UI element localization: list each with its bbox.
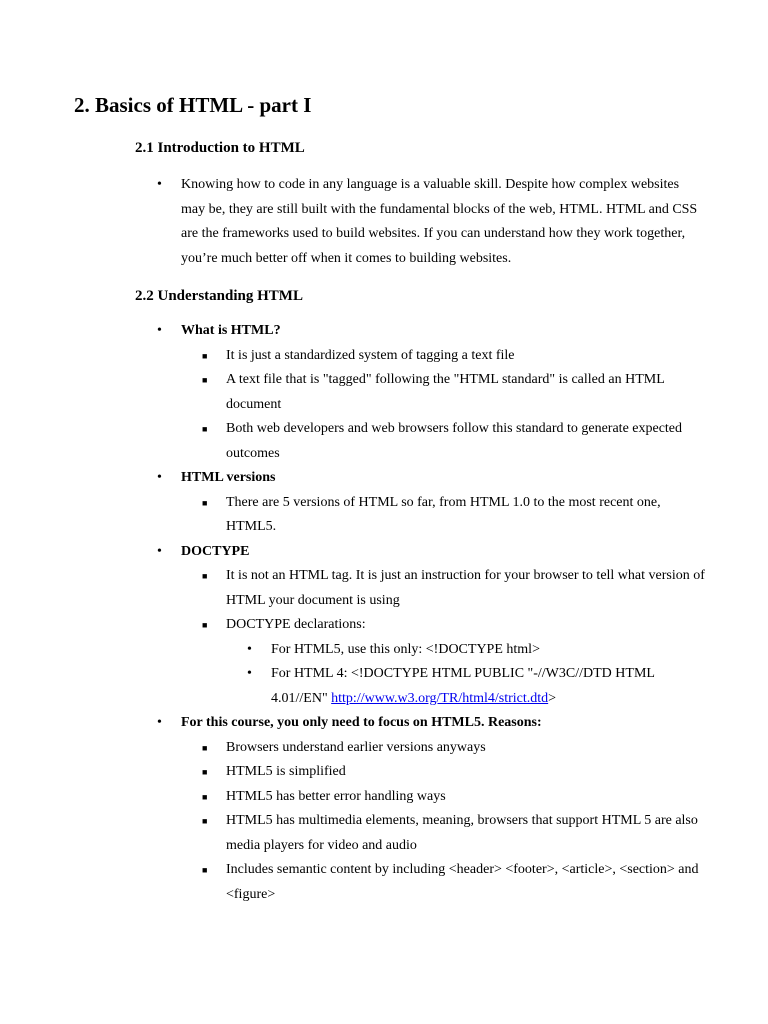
list-item [0,417,768,466]
list-item-text: A text file that is "tagged" following the "HTML standard" is called an HTML document [226,372,665,412]
list-label: What is HTML? [181,323,281,338]
list-item [0,736,768,761]
list-item-text: DOCTYPE declarations: [226,617,366,632]
bullet-icon: • [157,177,162,192]
list-item [0,638,768,663]
square-bullet-icon: ■ [202,865,208,875]
list-item-text: For HTML5, use this only: <!DOCTYPE html> [271,641,540,657]
doctype-html4-text: For HTML 4: <!DOCTYPE HTML PUBLIC "-//W3C//DTD HTML 4.01//EN" [271,666,655,706]
square-bullet-icon: ■ [202,620,208,630]
list-item [0,760,768,785]
square-bullet-icon: ■ [202,424,208,434]
list-item-text: HTML5 has better error handling ways [226,788,446,804]
section-understanding-body [0,319,768,907]
list-item-what-is-html [0,319,768,344]
list-item [0,858,768,907]
list-item [0,785,768,810]
square-bullet-icon: ■ [202,767,208,777]
bullet-icon: • [157,715,162,730]
bullet-icon: • [157,543,162,559]
list-item [0,662,768,711]
list-item [0,564,768,613]
list-item [0,613,768,638]
bullet-icon: • [157,323,162,338]
bullet-icon: • [157,470,162,485]
intro-paragraph: Knowing how to code in any language is a valuable skill. Despite how complex websites may be, they are still built with the fundamental blocks of the web, HTML. HTML and CSS are the frameworks used to build websites. If you can understand how they work together, you’re much better off when it comes to building websites. [181,177,698,266]
list-item [0,809,768,858]
list-item-text: Browsers understand earlier versions anyways [226,739,486,755]
square-bullet-icon: ■ [202,571,208,581]
doctype-html4-suffix: > [548,690,557,706]
list-item-text: There are 5 versions of HTML so far, from HTML 1.0 to the most recent one, HTML5. [226,494,661,534]
list-item [0,491,768,540]
square-bullet-icon: ■ [202,791,208,802]
list-item-text: HTML5 is simplified [226,764,346,779]
section-introduction-body [0,173,768,271]
bullet-icon: • [247,641,252,657]
square-bullet-icon: ■ [202,350,208,361]
square-bullet-icon: ■ [202,816,208,826]
list-item-text: It is not an HTML tag. It is just an instruction for your browser to tell what version of HTML your document is using [226,568,705,608]
list-item-text: Includes semantic content by including <header> <footer>, <article>, <section> and <figure> [226,862,699,902]
dtd-link[interactable]: http://www.w3.org/TR/html4/strict.dtd [331,690,549,706]
list-item [0,368,768,417]
list-item-text [271,662,671,711]
list-item-course-focus [0,711,768,736]
list-label: For this course, you only need to focus on HTML5. Reasons: [181,715,542,730]
bullet-icon: • [247,666,252,681]
list-item-text: HTML5 has multimedia elements, meaning, browsers that support HTML 5 are also media players for video and audio [226,813,698,853]
list-item-text: Both web developers and web browsers follow this standard to generate expected outcomes [226,421,683,461]
list-label: DOCTYPE [181,543,250,559]
list-item-doctype [0,540,768,565]
list-item-html-versions [0,466,768,491]
page-title: 2. Basics of HTML - part I [74,93,312,117]
square-bullet-icon: ■ [202,497,208,508]
list-item [0,344,768,369]
section-heading-understanding: 2.2 Understanding HTML [135,288,303,304]
square-bullet-icon: ■ [202,742,208,753]
list-label: HTML versions [181,470,276,485]
section-heading-introduction: 2.1 Introduction to HTML [135,140,305,156]
list-item-text: It is just a standardized system of tagging a text file [226,347,515,363]
square-bullet-icon: ■ [202,375,208,385]
list-item [0,173,768,271]
